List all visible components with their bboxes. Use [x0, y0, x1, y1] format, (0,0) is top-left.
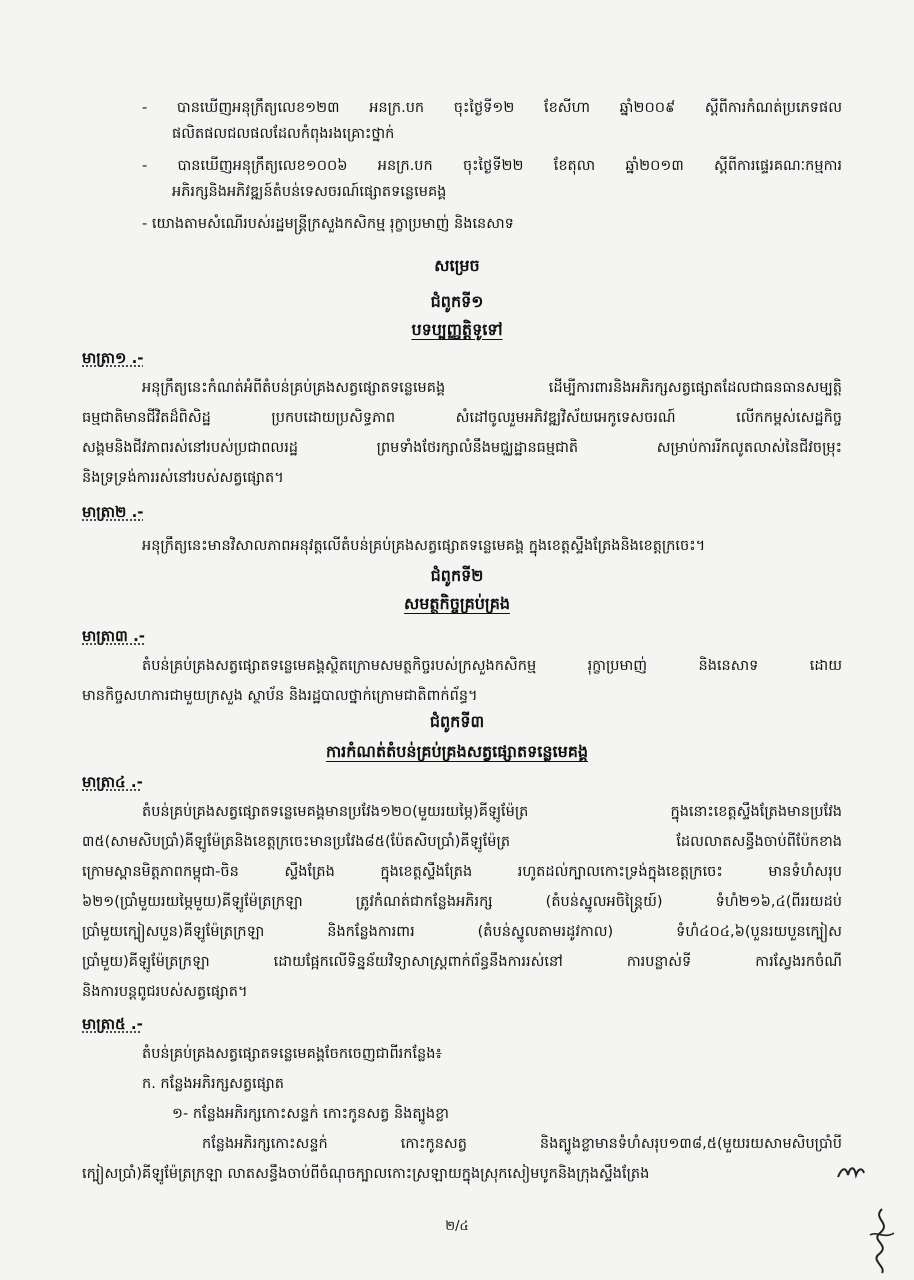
article-1-label: មាត្រា១ .-: [82, 349, 144, 367]
preamble-line: ផលិតផលជលផលដែលកំពុងរងគ្រោះថ្នាក់: [172, 126, 395, 142]
article-1-line: ធម្មជាតិមានជីវិតដ៏ពិសិដ្ឋ ប្រកបដោយប្រសិទ្ធភាព សំដៅចូលរួមអភិវឌ្ឍវិស័យអេកូទេសចរណ៍ លើកកម្ពស់សេដ្ឋកិច្ច: [82, 410, 842, 426]
article-4-line: ៣៥(សាមសិបប្រាំ)គីឡូម៉ែត្រនិងខេត្តក្រចេះមានប្រវែង៨៥(ប៉ែតសិបប្រាំ)គីឡូម៉ែត្រ ដែលលាតសន្ធឹងចាប់ពីប៉ែកខាង: [82, 834, 842, 850]
article-1-line: និងទ្រទ្រង់ការរស់នៅរបស់សត្វផ្សោត។: [82, 470, 284, 486]
article-4-line: ប្រាំមួយ)គីឡូម៉ែត្រក្រឡា ដោយផ្អែកលើទិន្នន័យវិទ្យាសាស្ត្រពាក់ព័ន្ធនឹងការរស់នៅ ការបន្លាស់ទី ការស្វែងរកចំណី: [82, 954, 842, 970]
chapter-1-title: ជំពូកទី១: [430, 292, 484, 311]
article-1-line: សង្គមនិងជីវភាពរស់នៅរបស់ប្រជាពលរដ្ឋ ព្រមទាំងថែរក្សាលំនឹងមជ្ឈដ្ឋានធម្មជាតិ សម្រាប់ការរីកលូតលាស់នៃជីវចម្រុះ: [82, 440, 842, 456]
article-4-line: ក្រោមស្ពានមិត្តភាពកម្ពុជា-ចិន ស្ទឹងត្រែង ក្នុងខេត្តស្ទឹងត្រែង រហូតដល់ក្បាលកោះទ្រង់ក្នុងខេត្តក្រចេះ មានទំហំសរុប: [82, 864, 842, 880]
preamble-line: - បានឃើញអនុក្រឹត្យលេខ១០០៦ អនក្រ.បក ចុះថ្ងៃទី២២ ខែតុលា ឆ្នាំ២០១៣ ស្ដីពីការផ្ទេរគណៈកម្មការ: [142, 158, 842, 174]
page-number: ២/៤: [445, 1219, 469, 1234]
article-3-label: មាត្រា៣ .-: [82, 627, 145, 645]
article-4-label: មាត្រា៤ .-: [82, 773, 143, 791]
chapter-1-subtitle: បទប្បញ្ញត្តិទូទៅ: [411, 320, 503, 339]
article-5-label: មាត្រា៥ .-: [82, 1015, 143, 1033]
chapter-2-title: ជំពូកទី២: [430, 566, 484, 585]
article-5-item-1: ១- កន្លែងអភិរក្សកោះសន្ទក់ កោះកូនសត្វ និងត្បូងខ្លា: [172, 1106, 449, 1122]
chapter-3-title: ជំពូកទី៣: [429, 712, 485, 731]
article-5-line: ក្បៀសប្រាំ)គីឡូម៉ែត្រក្រឡា លាតសន្ធឹងចាប់ពីចំណុចក្បាលកោះស្រឡាយក្នុងស្រុកសៀមបូកនិងក្រុងស្ទឹងត្រែង: [82, 1166, 650, 1182]
article-4-line: ប្រាំមួយក្បៀសបួន)គីឡូម៉ែត្រក្រឡា និងកន្លែងការពារ (តំបន់ស្នូលតាមរដូវកាល) ទំហំ៤០៤,៦(បួនរយបួនក្បៀស: [82, 924, 842, 940]
article-4-line: និងការបន្តពូជរបស់សត្វផ្សោត។: [82, 984, 248, 1000]
preamble-line: - បានឃើញអនុក្រឹត្យលេខ១២៣ អនក្រ.បក ចុះថ្ងៃទី១២ ខែសីហា ឆ្នាំ២០០៩ ស្ដីពីការកំណត់ប្រភេទផល: [142, 100, 842, 116]
article-4-line: តំបន់គ្រប់គ្រងសត្វផ្សោតទន្លេមេគង្គមានប្រវែង១២០(មួយរយម្ភៃ)គីឡូម៉ែត្រ ក្នុងនោះខេត្តស្ទឹងត្រែងមានប្រវែង: [142, 804, 842, 820]
handwritten-initial-icon: [836, 1161, 866, 1183]
decision-title: សម្រេច: [434, 256, 480, 275]
article-4-line: ៦២១(ប្រាំមួយរយម្ភៃមួយ)គីឡូម៉ែត្រក្រឡា ត្រូវកំណត់ជាកន្លែងអភិរក្ស (តំបន់ស្នូលអចិន្ត្រៃយ៍) ទំហំ២១៦,៤(ពីររយដប់: [82, 894, 842, 910]
article-5-intro: តំបន់គ្រប់គ្រងសត្វផ្សោតទន្លេមេគង្គចែកចេញជាពីរកន្លែង៖: [142, 1046, 442, 1062]
article-2-label: មាត្រា២ .-: [82, 503, 144, 521]
signature-icon: [862, 1205, 902, 1275]
preamble-line: អភិរក្សនិងអភិវឌ្ឍន៍តំបន់ទេសចរណ៍ផ្សោតទន្លេមេគង្គ: [172, 184, 447, 200]
article-2-line: អនុក្រឹត្យនេះមានវិសាលភាពអនុវត្តលើតំបន់គ្រប់គ្រងសត្វផ្សោតទន្លេមេគង្គ ក្នុងខេត្តស្ទឹងត្រែងនិងខេត្តក្រចេះ។: [142, 538, 706, 554]
article-3-line: មានកិច្ចសហការជាមួយក្រសួង ស្ថាប័ន និងរដ្ឋបាលថ្នាក់ក្រោមជាតិពាក់ព័ន្ធ។: [82, 688, 478, 704]
article-5-line: កន្លែងអភិរក្សកោះសន្ទក់ កោះកូនសត្វ និងត្បូងខ្លាមានទំហំសរុប១៣៨,៥(មួយរយសាមសិបប្រាំបី: [202, 1136, 842, 1152]
chapter-2-subtitle: សមត្ថកិច្ចគ្រប់គ្រង: [403, 594, 510, 613]
article-3-line: តំបន់គ្រប់គ្រងសត្វផ្សោតទន្លេមេគង្គស្ថិតក្រោមសមត្ថកិច្ចរបស់ក្រសួងកសិកម្ម រុក្ខាប្រមាញ់ និងនេសាទ ដោយ: [142, 658, 842, 674]
chapter-3-subtitle: ការកំណត់តំបន់គ្រប់គ្រងសត្វផ្សោតទន្លេមេគង្គ: [325, 742, 589, 761]
article-5-item-a: ក. កន្លែងអភិរក្សសត្វផ្សោត: [142, 1076, 284, 1092]
article-1-line: អនុក្រឹត្យនេះកំណត់អំពីតំបន់គ្រប់គ្រងសត្វផ្សោតទន្លេមេគង្គ ដើម្បីការពារនិងអភិរក្សសត្វផ្សោតដែលជាធនធានសម្បត្តិ: [142, 380, 842, 396]
preamble-line: - យោងតាមសំណើរបស់រដ្ឋមន្ត្រីក្រសួងកសិកម្ម រុក្ខាប្រមាញ់ និងនេសាទ: [142, 216, 514, 232]
